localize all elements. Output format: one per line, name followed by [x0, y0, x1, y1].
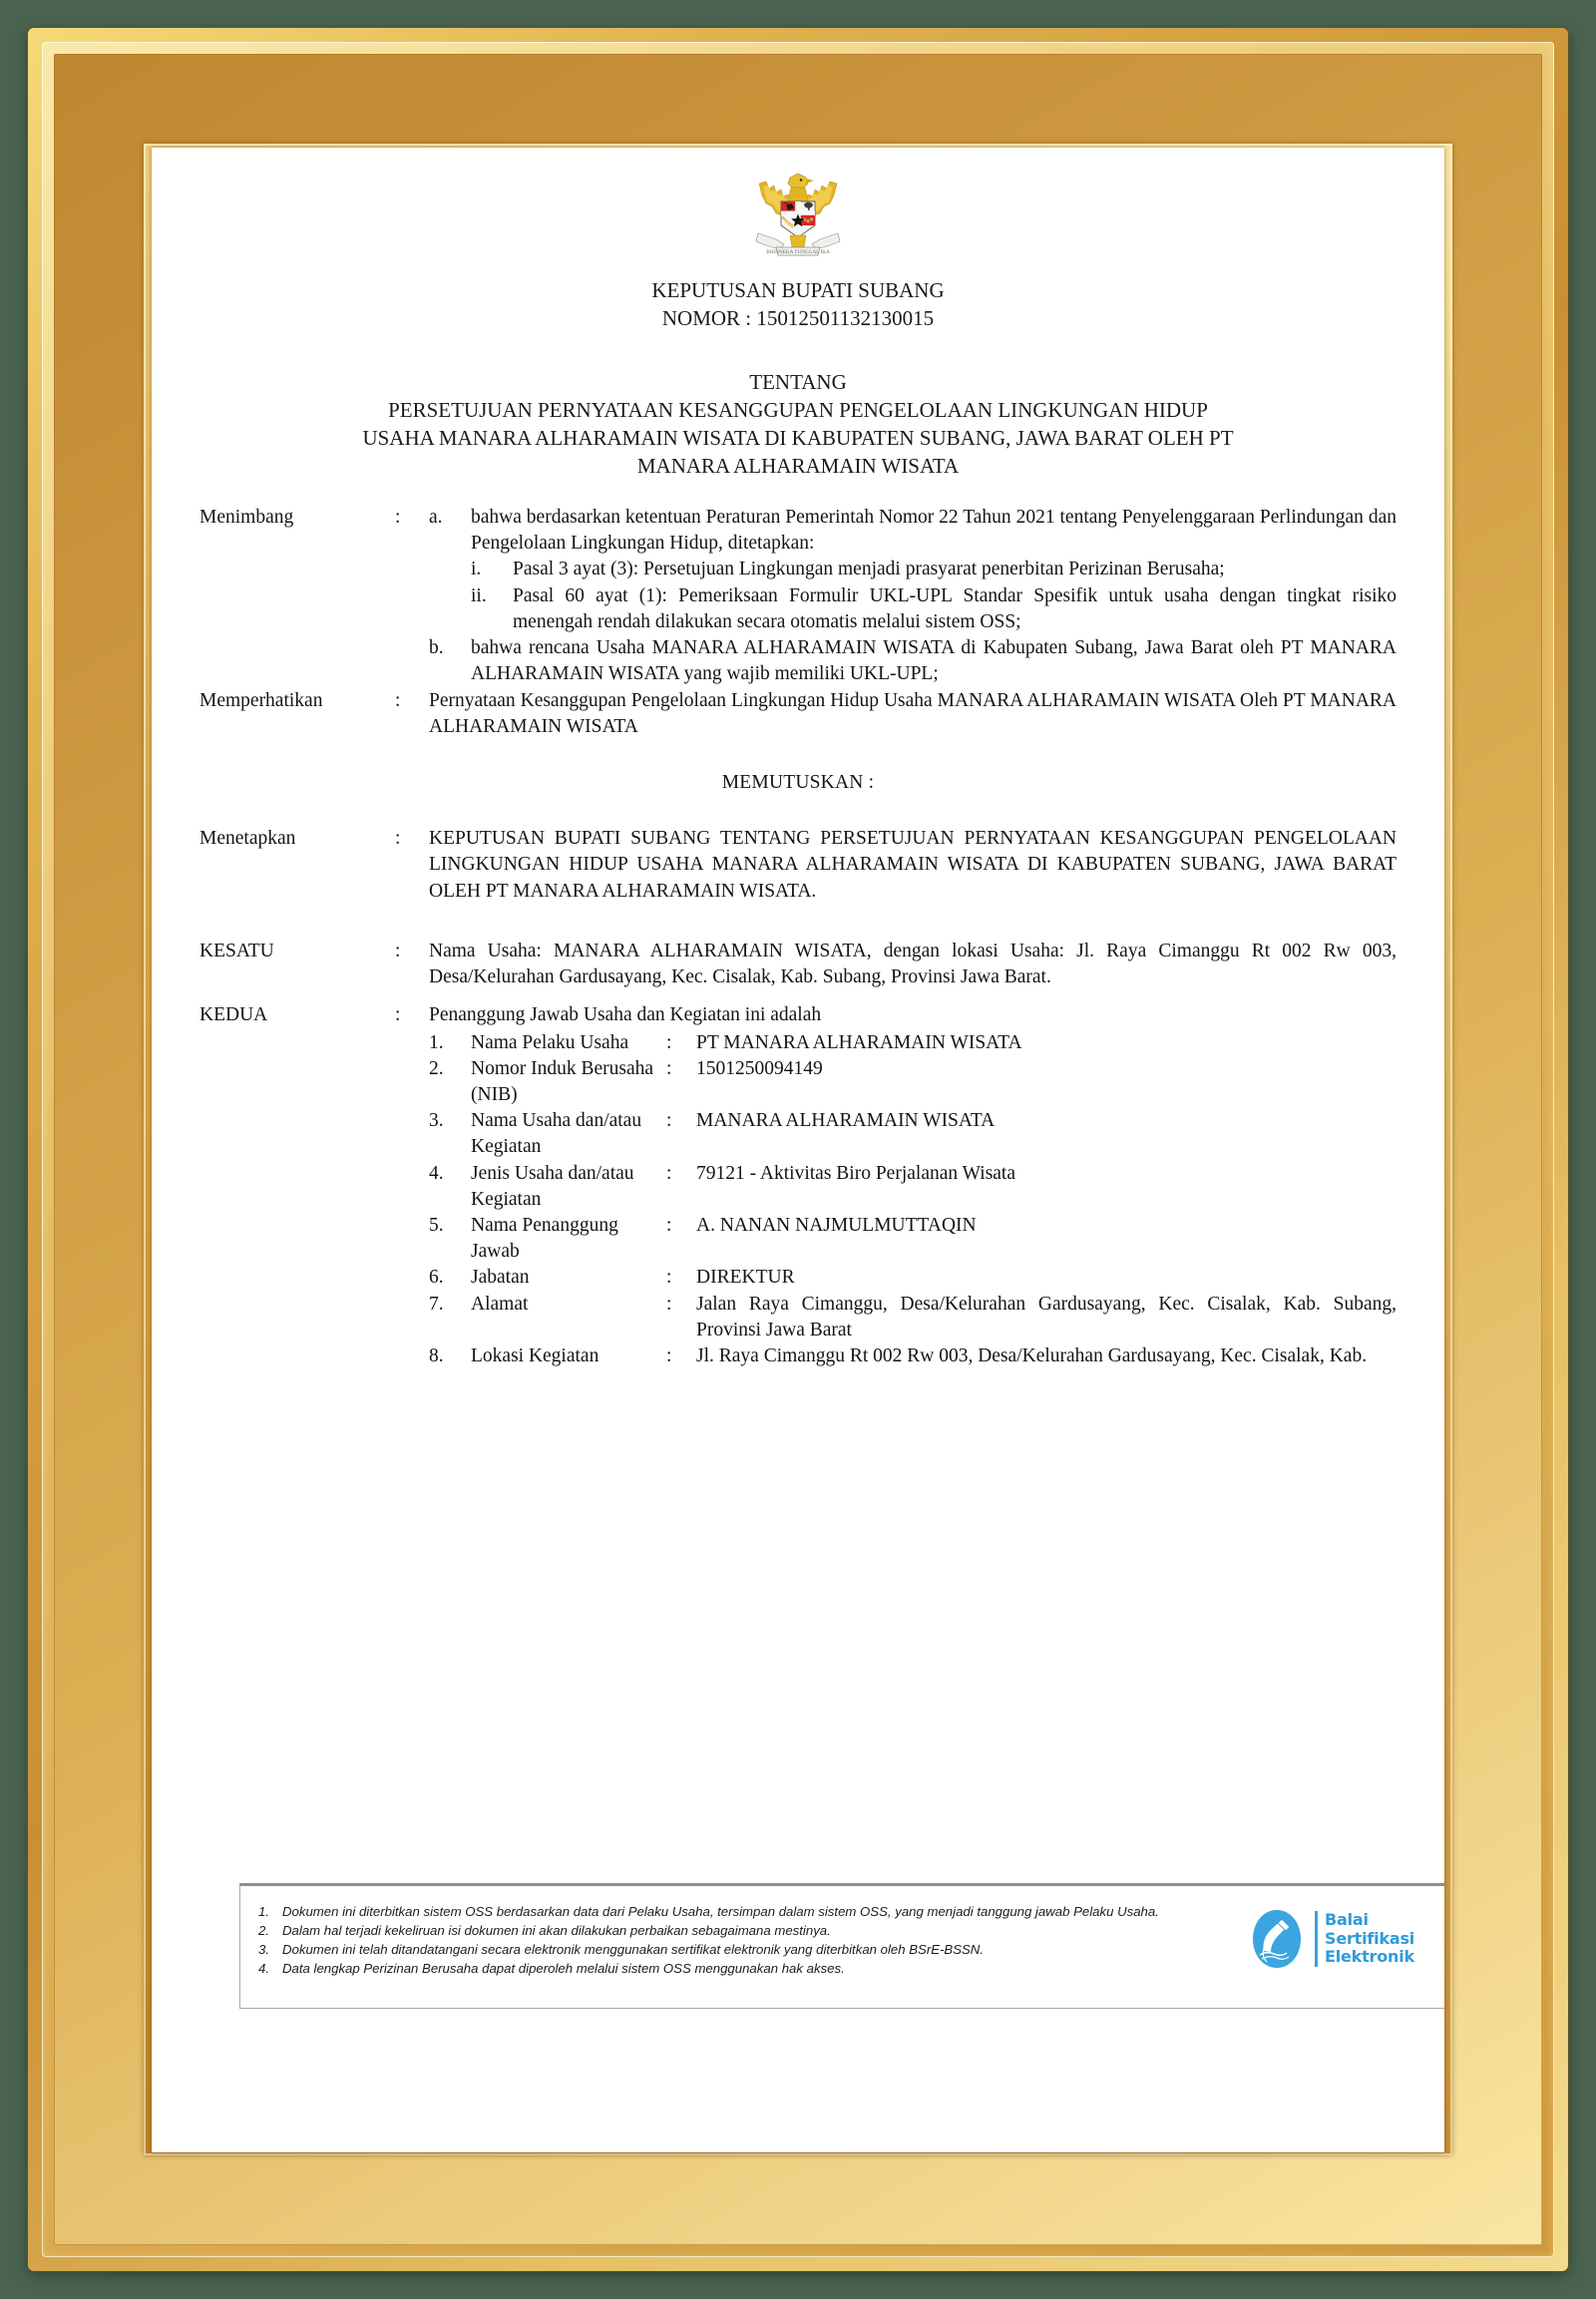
note-text: Dokumen ini telah ditandatangani secara elektronik menggunakan sertifikat elektronik yang diterbitkan oleh BSrE-BSSN. — [282, 1942, 984, 1957]
bsre-divider — [1315, 1911, 1318, 1967]
spacer-before-memutuskan — [200, 740, 1396, 770]
row-colon: : — [666, 1215, 672, 1237]
list-item — [250, 1902, 1246, 1921]
note-number: 2. — [258, 1923, 269, 1938]
sub-i-text: Pasal 3 ayat (3): Persetujuan Lingkungan menjadi prasyarat penerbitan Perizinan Berusaha; — [513, 559, 1225, 580]
tentang-label: TENTANG — [749, 370, 847, 394]
kesatu-colon: : — [395, 940, 401, 961]
menimbang-item-a-sub-ii — [471, 583, 1396, 635]
table-row — [429, 1056, 1396, 1108]
table-row — [429, 1292, 1396, 1343]
decree-title: KEPUTUSAN BUPATI SUBANG — [651, 278, 945, 302]
kedua-intro: Penanggung Jawab Usaha dan Kegiatan ini adalah — [429, 1004, 822, 1026]
kedua-content — [429, 1002, 1396, 1369]
menimbang-item-b-text: bahwa rencana Usaha MANARA ALHARAMAIN WISATA di Kabupaten Subang, Jawa Barat oleh PT MANARA ALHARAMAIN WISATA yang wajib memiliki UKL-UPL; — [471, 637, 1396, 685]
table-row — [429, 1030, 1396, 1056]
document-title-block — [200, 277, 1396, 333]
subtitle-line-3: MANARA ALHARAMAIN WISATA — [636, 453, 960, 478]
garuda-pancasila-emblem — [746, 166, 850, 263]
row-number: 5. — [429, 1215, 444, 1237]
note-number: 4. — [258, 1961, 269, 1976]
row-key: Nama Usaha dan/atau Kegiatan — [471, 1110, 642, 1158]
memperhatikan-label: Memperhatikan — [200, 689, 323, 711]
table-row — [429, 1108, 1396, 1160]
row-colon: : — [666, 1162, 672, 1184]
spacer-after-memutuskan — [200, 796, 1396, 826]
memutuskan-heading: MEMUTUSKAN : — [721, 771, 875, 793]
row-key: Jabatan — [471, 1267, 530, 1289]
sub-ii-text: Pasal 60 ayat (1): Pemeriksaan Formulir UKL-UPL Standar Spesifik untuk usaha dengan tingkat risiko menengah rendah dilakukan secara otomatis melalui sistem OSS; — [513, 584, 1396, 632]
sub-i-marker: i. — [471, 559, 482, 580]
row-colon: : — [666, 1293, 672, 1315]
row-key: Nama Pelaku Usaha — [471, 1031, 629, 1053]
row-colon: : — [666, 1110, 672, 1132]
row-number: 2. — [429, 1057, 444, 1079]
sub-ii-marker: ii. — [471, 584, 487, 606]
row-value: PT MANARA ALHARAMAIN WISATA — [696, 1031, 1022, 1053]
row-colon: : — [666, 1267, 672, 1289]
list-item — [250, 1940, 1246, 1959]
menetapkan-text: KEPUTUSAN BUPATI SUBANG TENTANG PERSETUJUAN PERNYATAAN KESANGGUPAN PENGELOLAAN LINGKUNGAN HIDUP USAHA MANARA ALHARAMAIN WISATA DI KABUPATEN SUBANG, JAWA BARAT OLEH PT MANARA ALHARAMAIN WISATA. — [429, 828, 1396, 902]
section-menetapkan — [200, 826, 1396, 905]
section-kesatu — [200, 939, 1396, 990]
note-text: Data lengkap Perizinan Berusaha dapat diperoleh melalui sistem OSS menggunakan hak akses. — [282, 1961, 845, 1976]
row-value: DIREKTUR — [696, 1267, 795, 1289]
bsre-line-3: Elektronik — [1325, 1947, 1414, 1967]
penanggung-jawab-table — [429, 1030, 1396, 1370]
spacer-before-kesatu — [200, 905, 1396, 939]
memperhatikan-colon: : — [395, 689, 401, 711]
row-value: 1501250094149 — [696, 1057, 823, 1079]
menimbang-content — [429, 505, 1396, 688]
row-value: MANARA ALHARAMAIN WISATA — [696, 1110, 996, 1132]
row-value: A. NANAN NAJMULMUTTAQIN — [696, 1215, 977, 1237]
row-key: Lokasi Kegiatan — [471, 1345, 599, 1367]
menimbang-item-b — [429, 635, 1396, 687]
list-item — [250, 1921, 1246, 1940]
menimbang-item-b-marker: b. — [429, 637, 444, 659]
bsre-line-1: Balai — [1325, 1910, 1369, 1930]
menetapkan-colon: : — [395, 828, 401, 850]
note-text: Dokumen ini diterbitkan sistem OSS berdasarkan data dari Pelaku Usaha, tersimpan dalam sistem OSS, yang menjadi tanggung jawab Pelaku Usaha. — [282, 1904, 1159, 1919]
menimbang-item-a — [429, 505, 1396, 557]
kesatu-text: Nama Usaha: MANARA ALHARAMAIN WISATA, dengan lokasi Usaha: Jl. Raya Cimanggu Rt 002 Rw 003, Desa/Kelurahan Gardusayang, Kec. Cisalak, Kab. Subang, Provinsi Jawa Barat. — [429, 940, 1396, 988]
page-content-area — [200, 148, 1415, 2152]
table-row — [429, 1265, 1396, 1291]
emblem-container — [200, 166, 1396, 263]
row-key: Nama Penanggung Jawab — [471, 1215, 618, 1263]
kedua-colon: : — [395, 1004, 401, 1026]
section-menimbang — [200, 505, 1396, 688]
note-number: 3. — [258, 1942, 269, 1957]
row-value: Jalan Raya Cimanggu, Desa/Kelurahan Gardusayang, Kec. Cisalak, Kab. Subang, Provinsi Jawa Barat — [696, 1293, 1396, 1341]
menimbang-item-a-sub-i — [471, 557, 1396, 582]
spacer-before-kedua — [200, 990, 1396, 1002]
menetapkan-label: Menetapkan — [200, 828, 296, 850]
row-key: Jenis Usaha dan/atau Kegiatan — [471, 1162, 634, 1210]
menimbang-label: Menimbang — [200, 507, 294, 528]
subtitle-line-1: PERSETUJUAN PERNYATAAN KESANGGUPAN PENGELOLAAN LINGKUNGAN HIDUP — [388, 397, 1208, 422]
section-kedua — [200, 1002, 1396, 1369]
subtitle-line-2: USAHA MANARA ALHARAMAIN WISATA DI KABUPATEN SUBANG, JAWA BARAT OLEH PT — [362, 425, 1234, 450]
section-memperhatikan — [200, 688, 1396, 740]
document-subtitle-block — [215, 369, 1381, 481]
memperhatikan-text: Pernyataan Kesanggupan Pengelolaan Lingkungan Hidup Usaha MANARA ALHARAMAIN WISATA Oleh PT MANARA ALHARAMAIN WISATA — [429, 689, 1396, 737]
kedua-label: KEDUA — [200, 1004, 268, 1026]
row-value: Jl. Raya Cimanggu Rt 002 Rw 003, Desa/Kelurahan Gardusayang, Kec. Cisalak, Kab. — [696, 1345, 1368, 1367]
menimbang-item-a-text: bahwa berdasarkan ketentuan Peraturan Pemerintah Nomor 22 Tahun 2021 tentang Penyelenggaraan Perlindungan dan Pengelolaan Lingkungan Hidup, ditetapkan: — [471, 507, 1396, 555]
row-number: 4. — [429, 1162, 444, 1184]
bsre-wordmark — [1325, 1911, 1414, 1967]
footer-notes-list — [250, 1900, 1246, 1978]
bsre-logo — [1246, 1900, 1441, 1972]
row-colon: : — [666, 1345, 672, 1367]
svg-text:BHINNEKA TUNGGAL IKA: BHINNEKA TUNGGAL IKA — [766, 249, 830, 255]
menimbang-item-a-marker: a. — [429, 507, 443, 528]
row-number: 6. — [429, 1267, 444, 1289]
table-row — [429, 1343, 1396, 1369]
row-colon: : — [666, 1057, 672, 1079]
table-row — [429, 1161, 1396, 1213]
row-key: Nomor Induk Berusaha (NIB) — [471, 1057, 654, 1105]
bsre-signature-icon — [1246, 1906, 1308, 1972]
row-number: 7. — [429, 1293, 444, 1315]
row-value: 79121 - Aktivitas Biro Perjalanan Wisata — [696, 1162, 1016, 1184]
row-colon: : — [666, 1031, 672, 1053]
document-body — [200, 505, 1396, 1369]
decree-number: NOMOR : 15012501132130015 — [661, 305, 935, 330]
list-item — [250, 1959, 1246, 1978]
row-number: 3. — [429, 1110, 444, 1132]
row-number: 8. — [429, 1345, 444, 1367]
kesatu-label: KESATU — [200, 940, 274, 961]
note-number: 1. — [258, 1904, 269, 1919]
row-number: 1. — [429, 1031, 444, 1053]
bsre-line-2: Sertifikasi — [1325, 1928, 1415, 1948]
table-row — [429, 1213, 1396, 1265]
document-page — [152, 148, 1444, 2152]
note-text: Dalam hal terjadi kekeliruan isi dokumen ini akan dilakukan perbaikan sebagaimana mestinya. — [282, 1923, 831, 1938]
row-key: Alamat — [471, 1293, 529, 1315]
footer-disclaimer-box — [239, 1883, 1444, 2009]
menimbang-colon: : — [395, 507, 401, 528]
